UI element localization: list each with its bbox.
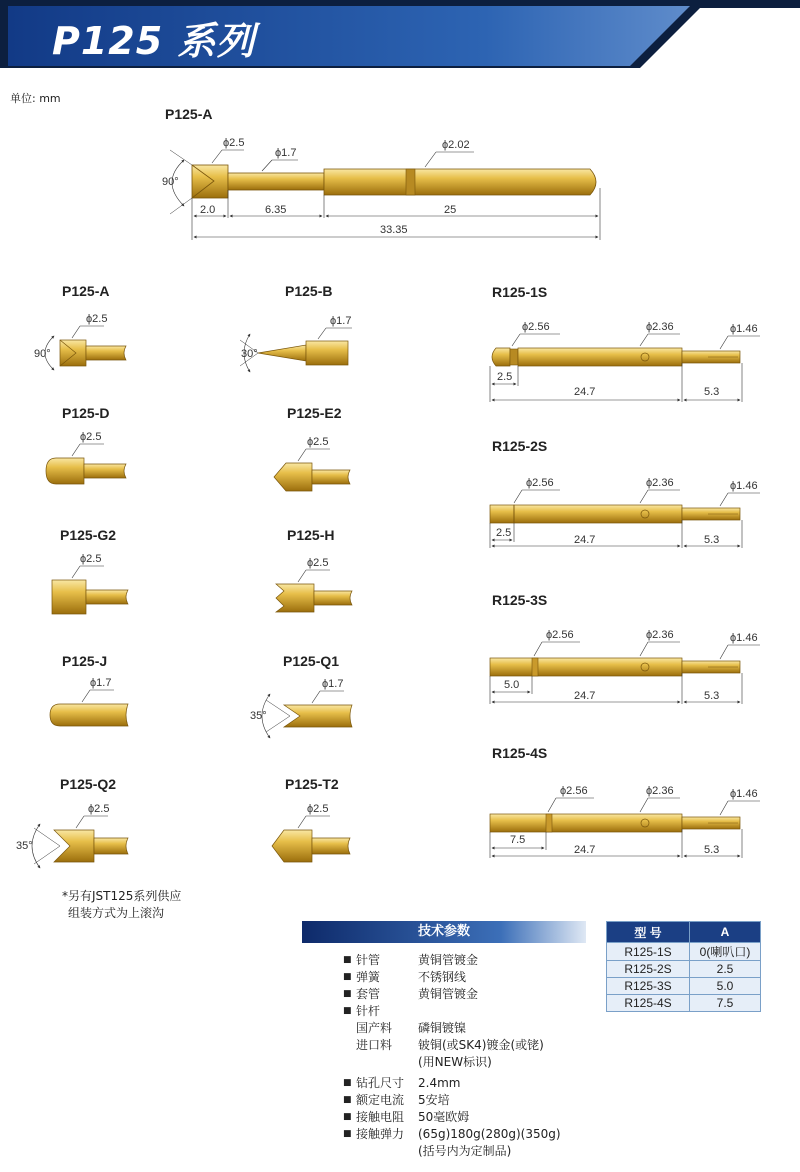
main-angle: 90° (162, 176, 179, 188)
receptacle-dia-1: ϕ2.56 (526, 477, 554, 489)
receptacle-dia-2: ϕ2.36 (646, 785, 674, 797)
receptacle-label: R125-1S (492, 284, 548, 300)
receptacle-label: R125-2S (492, 438, 548, 454)
receptacle-len-2: 24.7 (574, 386, 596, 398)
tip-angle: 35° (250, 710, 267, 722)
main-dia-barrel: ϕ2.02 (442, 139, 470, 151)
tech-row: ■ 针杆 (343, 1004, 381, 1018)
tech-row: ■ 弹簧 不锈钢线 (343, 970, 467, 984)
main-dia-shaft: ϕ1.7 (275, 147, 297, 159)
tech-row: ■ 接触电阻 50毫欧姆 (343, 1110, 470, 1124)
receptacle-len-1: 5.0 (504, 679, 520, 691)
table-row: R125-2S 2.5 (607, 961, 761, 978)
tip-dia: ϕ1.7 (330, 315, 352, 327)
receptacle-dia-2: ϕ2.36 (646, 629, 674, 641)
tip-drawing-h (276, 570, 352, 612)
receptacle-dia-3: ϕ1.46 (730, 480, 758, 492)
table-header: 型 号 (607, 922, 690, 943)
main-len-shaft: 6.35 (265, 204, 287, 216)
tip-dia: ϕ2.5 (307, 557, 329, 569)
tip-angle: 35° (16, 840, 33, 852)
tip-dia: ϕ2.5 (80, 553, 102, 565)
receptacle-len-3: 5.3 (704, 844, 720, 856)
tip-dia: ϕ2.5 (307, 803, 329, 815)
unit-label: 单位: mm (10, 92, 61, 105)
main-dia-head: ϕ2.5 (223, 137, 245, 149)
tip-label: P125-D (62, 405, 110, 421)
note-line: *另有JST125系列供应 (62, 889, 182, 903)
tech-row: ■ 针管 黄铜管镀金 (343, 953, 479, 967)
tech-row: (括号内为定制品) (418, 1144, 512, 1158)
receptacle-dia-1: ϕ2.56 (546, 629, 574, 641)
receptacle-len-1: 2.5 (497, 371, 513, 383)
receptacle-len-1: 2.5 (496, 527, 512, 539)
tip-drawing-j (50, 690, 128, 726)
tip-drawing-q2 (32, 816, 128, 868)
receptacle-dia-3: ϕ1.46 (730, 788, 758, 800)
tip-label: P125-J (62, 653, 108, 669)
receptacle-drawing-1s (492, 348, 740, 366)
tip-drawing-t2 (272, 816, 350, 862)
table-row: R125-3S 5.0 (607, 978, 761, 995)
tech-row: ■ 套管 黄铜管镀金 (343, 987, 479, 1001)
receptacle-dia-1: ϕ2.56 (560, 785, 588, 797)
receptacle-drawing-2s (490, 505, 740, 523)
tip-label: P125-A (62, 283, 110, 299)
model-table (606, 921, 761, 1012)
table-row: R125-1S 0(喇叭口) (607, 943, 761, 961)
receptacle-len-3: 5.3 (704, 690, 720, 702)
receptacle-drawing-3s (490, 658, 740, 676)
receptacle-dia-1: ϕ2.56 (522, 321, 550, 333)
receptacle-len-2: 24.7 (574, 844, 596, 856)
tech-row: 国产料 磷铜镀镍 (356, 1021, 467, 1035)
receptacle-dia-2: ϕ2.36 (646, 321, 674, 333)
receptacle-len-3: 5.3 (704, 534, 720, 546)
tech-params-list (343, 952, 561, 1160)
tip-label: P125-G2 (60, 527, 117, 543)
tip-dia: ϕ2.5 (88, 803, 110, 815)
note-line: 组装方式为上滚沟 (68, 906, 165, 920)
tip-drawing-g2 (52, 566, 128, 614)
main-len-barrel: 25 (444, 204, 457, 216)
tip-angle: 30° (241, 348, 258, 360)
receptacle-dia-3: ϕ1.46 (730, 632, 758, 644)
main-probe-label: P125-A (165, 106, 213, 122)
receptacle-dia-2: ϕ2.36 (646, 477, 674, 489)
main-len-total: 33.35 (380, 224, 408, 236)
receptacle-label: R125-3S (492, 592, 548, 608)
tech-params-title: 技术参数 (302, 921, 586, 943)
table-header: A (690, 922, 761, 943)
tip-dia: ϕ1.7 (90, 677, 112, 689)
tip-dia: ϕ2.5 (86, 313, 108, 325)
receptacle-len-2: 24.7 (574, 534, 596, 546)
tip-dia: ϕ1.7 (322, 678, 344, 690)
tip-drawing-e2 (274, 449, 350, 491)
tip-drawing-q1 (262, 691, 352, 738)
tip-dia: ϕ2.5 (80, 431, 102, 443)
tip-label: P125-Q2 (60, 776, 117, 792)
receptacle-dia-3: ϕ1.46 (730, 323, 758, 335)
tip-drawing-d (46, 444, 126, 484)
tip-label: P125-Q1 (283, 653, 340, 669)
tip-label: P125-E2 (287, 405, 342, 421)
table-row: R125-4S 7.5 (607, 995, 761, 1012)
tip-label: P125-T2 (285, 776, 339, 792)
tip-dia: ϕ2.5 (307, 436, 329, 448)
tip-angle: 90° (34, 348, 51, 360)
tech-row: 进口料 铍铜(或SK4)镀金(或铑) (356, 1038, 544, 1052)
receptacle-len-2: 24.7 (574, 690, 596, 702)
tip-drawing-a (45, 326, 126, 370)
receptacle-drawing-4s (490, 814, 740, 832)
tech-row: ■ 接触弹力 (65g)180g(280g)(350g) (343, 1127, 561, 1141)
receptacle-len-1: 7.5 (510, 834, 526, 846)
tech-row: ■ 钻孔尺寸 2.4mm (343, 1076, 461, 1090)
tip-label: P125-H (287, 527, 335, 543)
tech-row: ■ 额定电流 5安培 (343, 1093, 450, 1107)
receptacle-label: R125-4S (492, 745, 548, 761)
page-title: P125 系列 (52, 19, 256, 63)
main-len-head: 2.0 (200, 204, 216, 216)
receptacle-len-3: 5.3 (704, 386, 720, 398)
tech-row: (用NEW标识) (418, 1055, 492, 1069)
supply-note (62, 888, 181, 922)
tip-label: P125-B (285, 283, 333, 299)
